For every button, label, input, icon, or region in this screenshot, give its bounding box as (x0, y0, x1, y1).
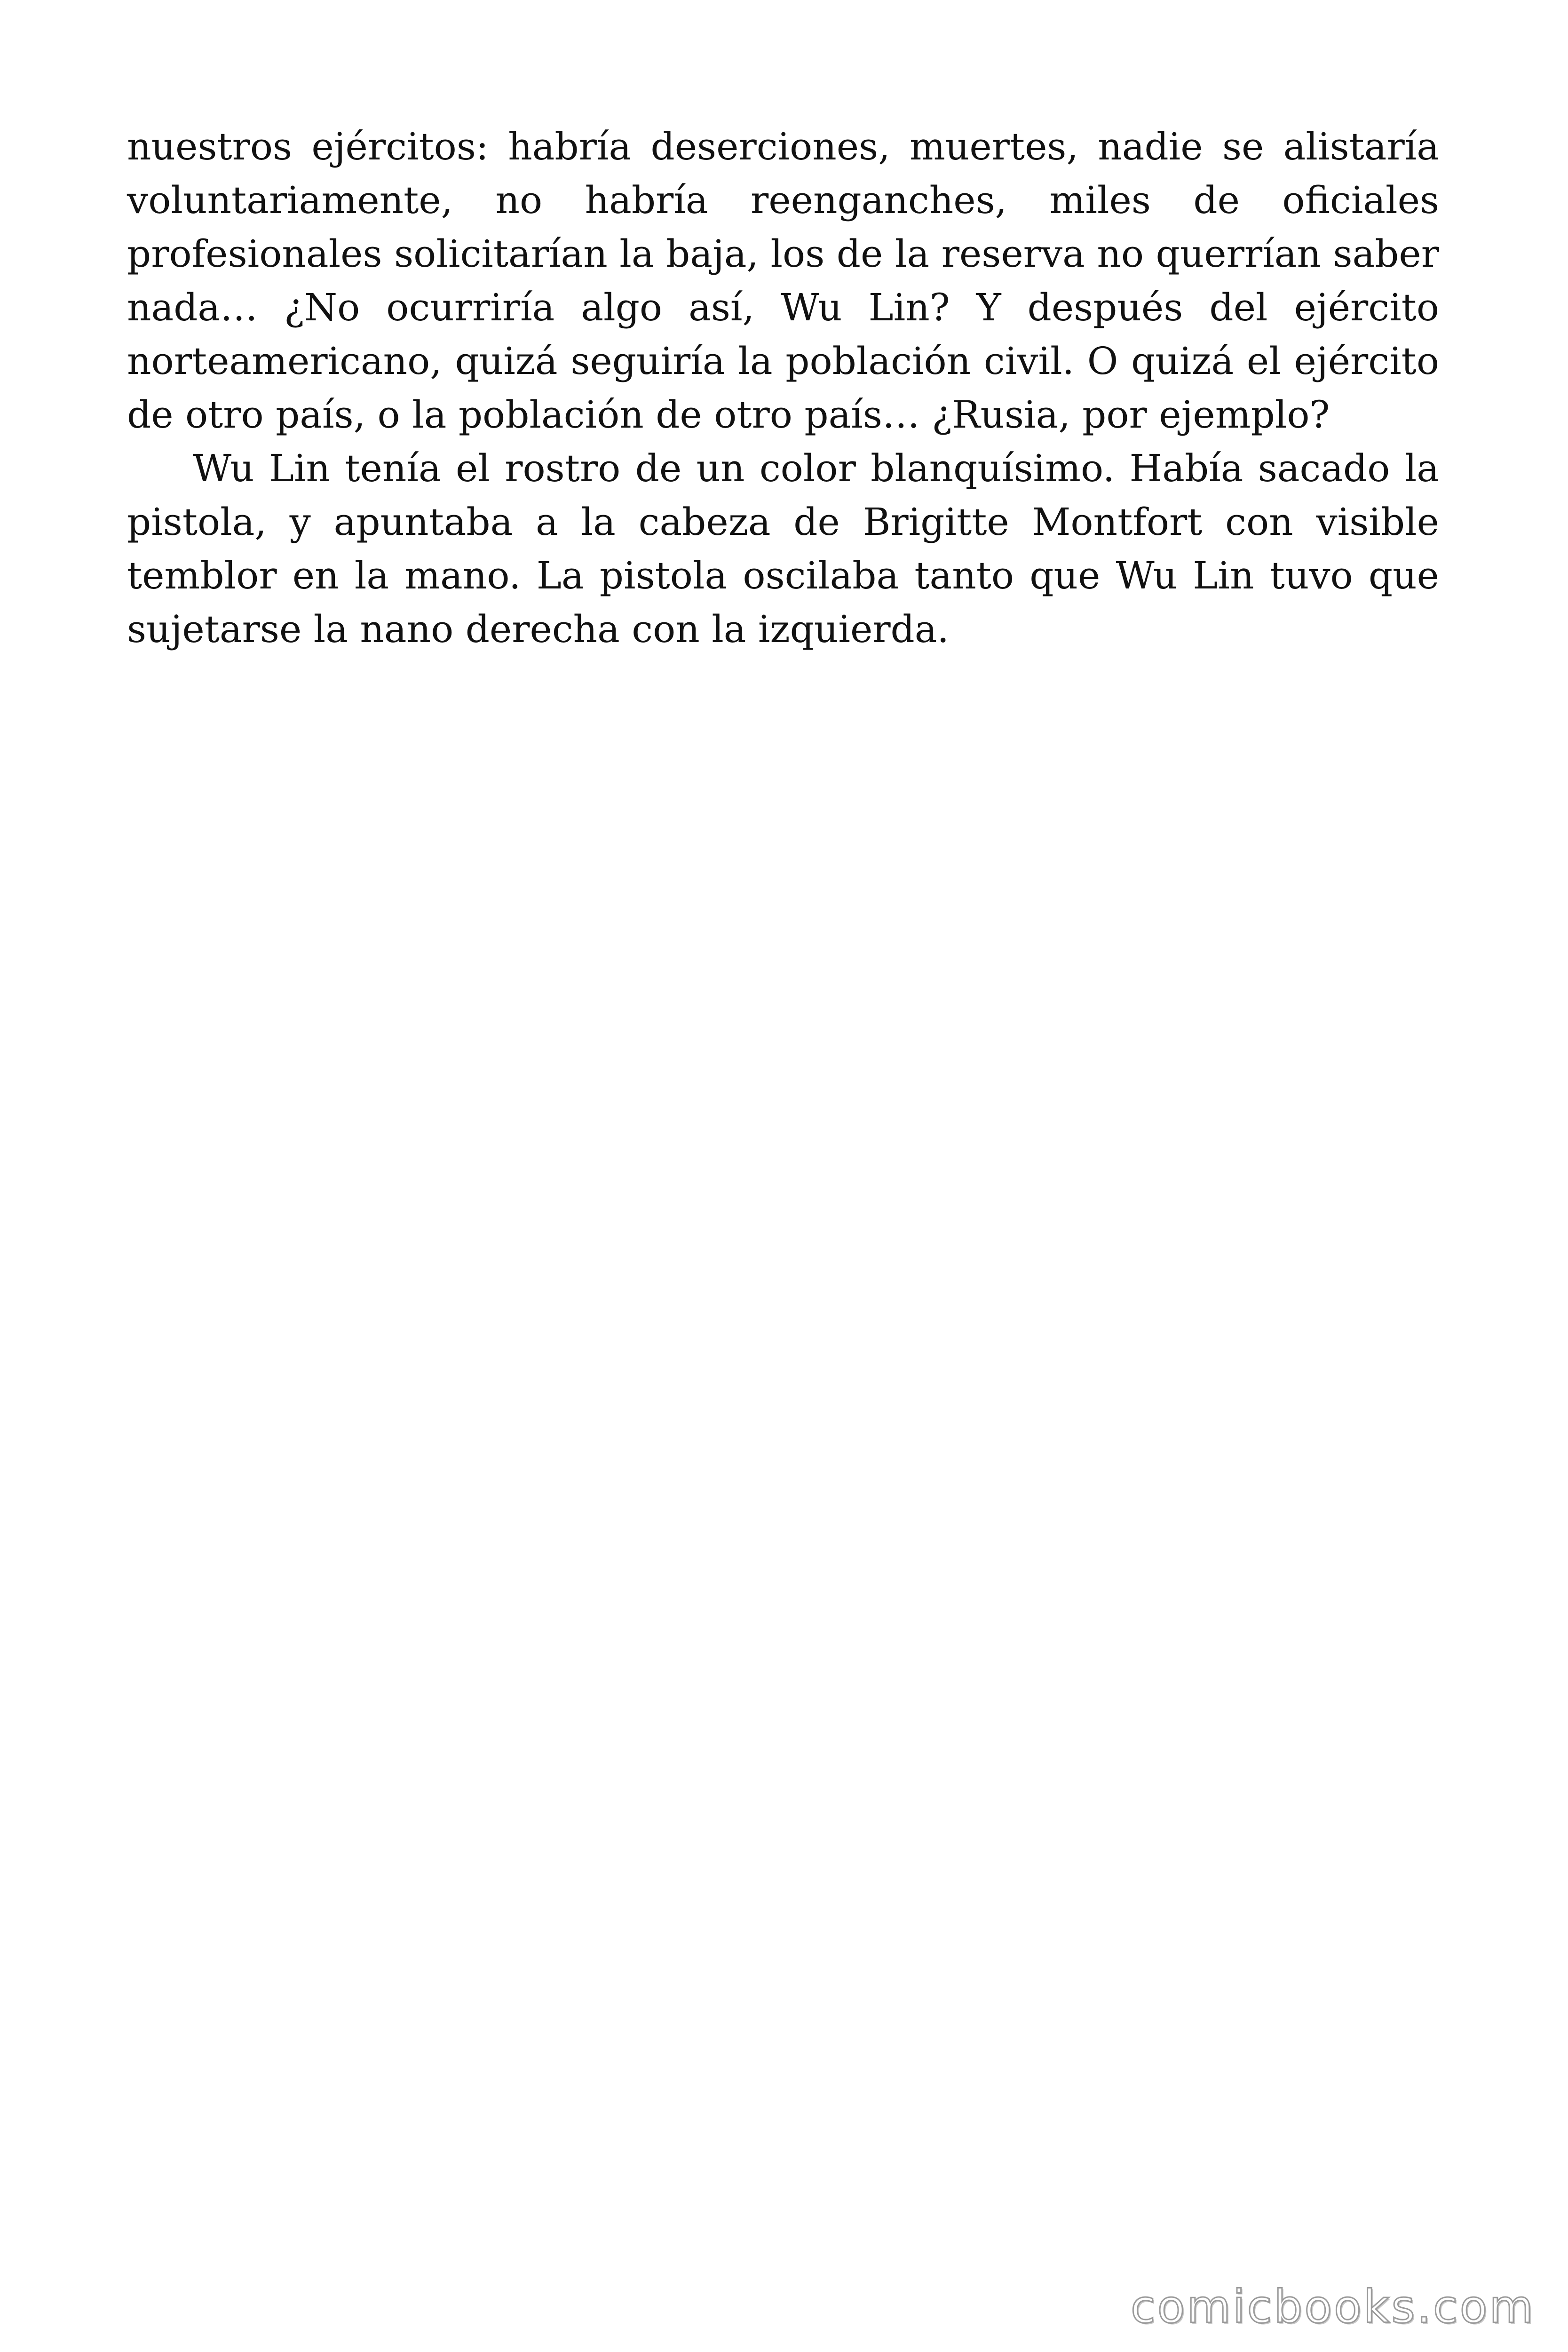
paragraph-1: nuestros ejércitos: habría deserciones, muertes, nadie se alistaría voluntariamente, no habría reenganches, miles de oficiales profesionales solicitarían la baja, los de la reserva no querrían saber nada… ¿No ocurriría algo así, Wu Lin? Y después del ejército norteamericano, quizá seguiría la población civil. O quizá el ejército de otro país, o la población de otro país… ¿Rusia, por ejemplo? (127, 125, 1439, 437)
paragraph-2: Wu Lin tenía el rostro de un color blanquísimo. Había sacado la pistola, y apuntaba a la cabeza de Brigitte Montfort con visible temblor en la mano. La pistola oscilaba tanto que Wu Lin tuvo que sujetarse la nano derecha con la izquierda. (127, 446, 1439, 651)
body-text (127, 120, 1439, 656)
watermark-logo: comicbooks.com (1130, 2280, 1535, 2333)
